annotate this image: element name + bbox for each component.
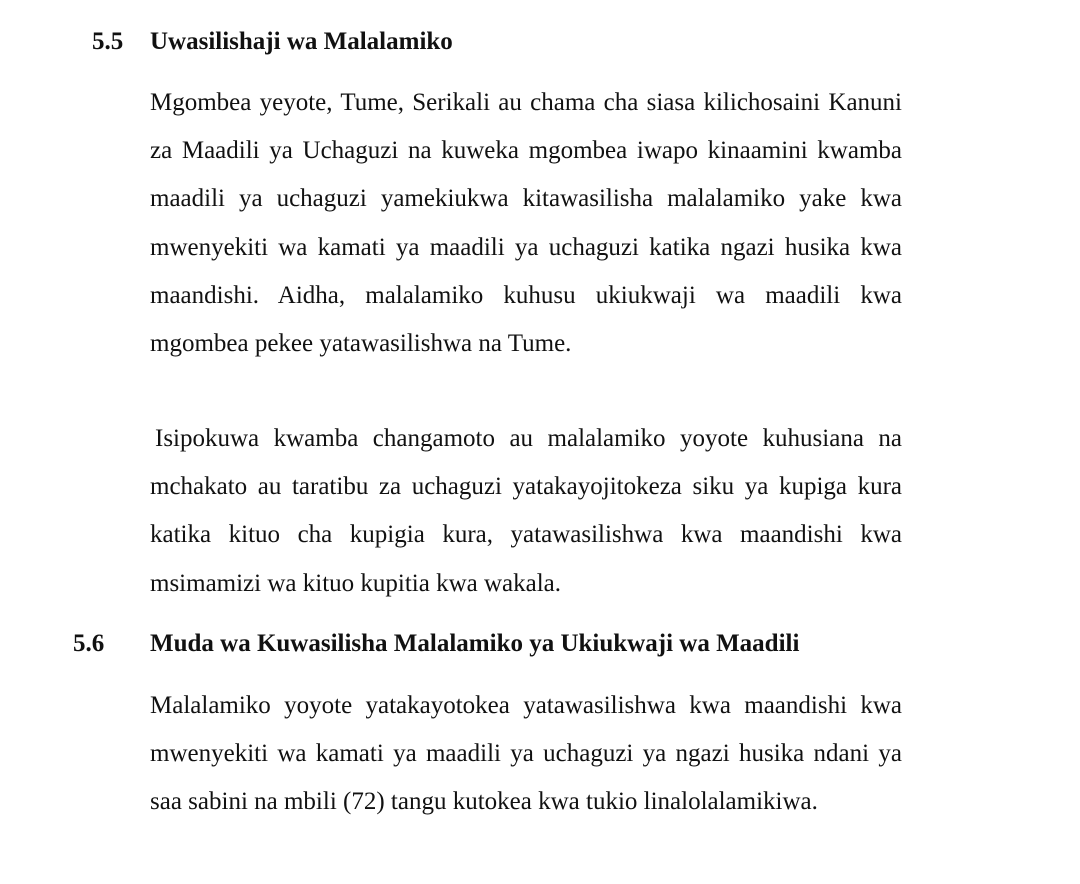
section-heading-5-6	[73, 629, 799, 659]
section-number: 5.6	[73, 630, 105, 657]
section-5-5-paragraph-2	[150, 415, 902, 608]
section-title: Uwasilishaji wa Malalamiko	[150, 28, 453, 55]
section-5-5-paragraph-1: Mgombea yeyote, Tume, Serikali au chama cha siasa kilichosaini Kanuni za Maadili ya Uchaguzi na kuweka mgombea iwapo kinaamini kwamba maadili ya uchaguzi yamekiukwa kitawasilisha malalamiko yake kwa mwenyekiti wa kamati ya maadili ya uchaguzi katika ngazi husika kwa maandishi. Aidha, malalamiko kuhusu ukiukwaji wa maadili kwa mgombea pekee yatawasilishwa na Tume.	[150, 89, 902, 358]
paragraph-text: Isipokuwa kwamba changamoto au malalamiko yoyote kuhusiana na mchakato au taratibu za uchaguzi yatakayojitokeza siku ya kupiga kura katika kituo cha kupigia kura, yatawasilishwa kwa maandishi kwa msimamizi wa kituo kupitia kwa wakala.	[150, 425, 902, 597]
section-heading-5-5	[92, 27, 453, 57]
section-5-6-paragraph-1: Malalamiko yoyote yatakayotokea yatawasilishwa kwa maandishi kwa mwenyekiti wa kamati ya maadili ya uchaguzi ya ngazi husika ndani ya saa sabini na mbili (72) tangu kutokea kwa tukio linalolalamikiwa.	[150, 692, 902, 816]
section-number: 5.5	[92, 28, 124, 55]
section-title: Muda wa Kuwasilisha Malalamiko ya Ukiukwaji wa Maadili	[150, 630, 800, 657]
